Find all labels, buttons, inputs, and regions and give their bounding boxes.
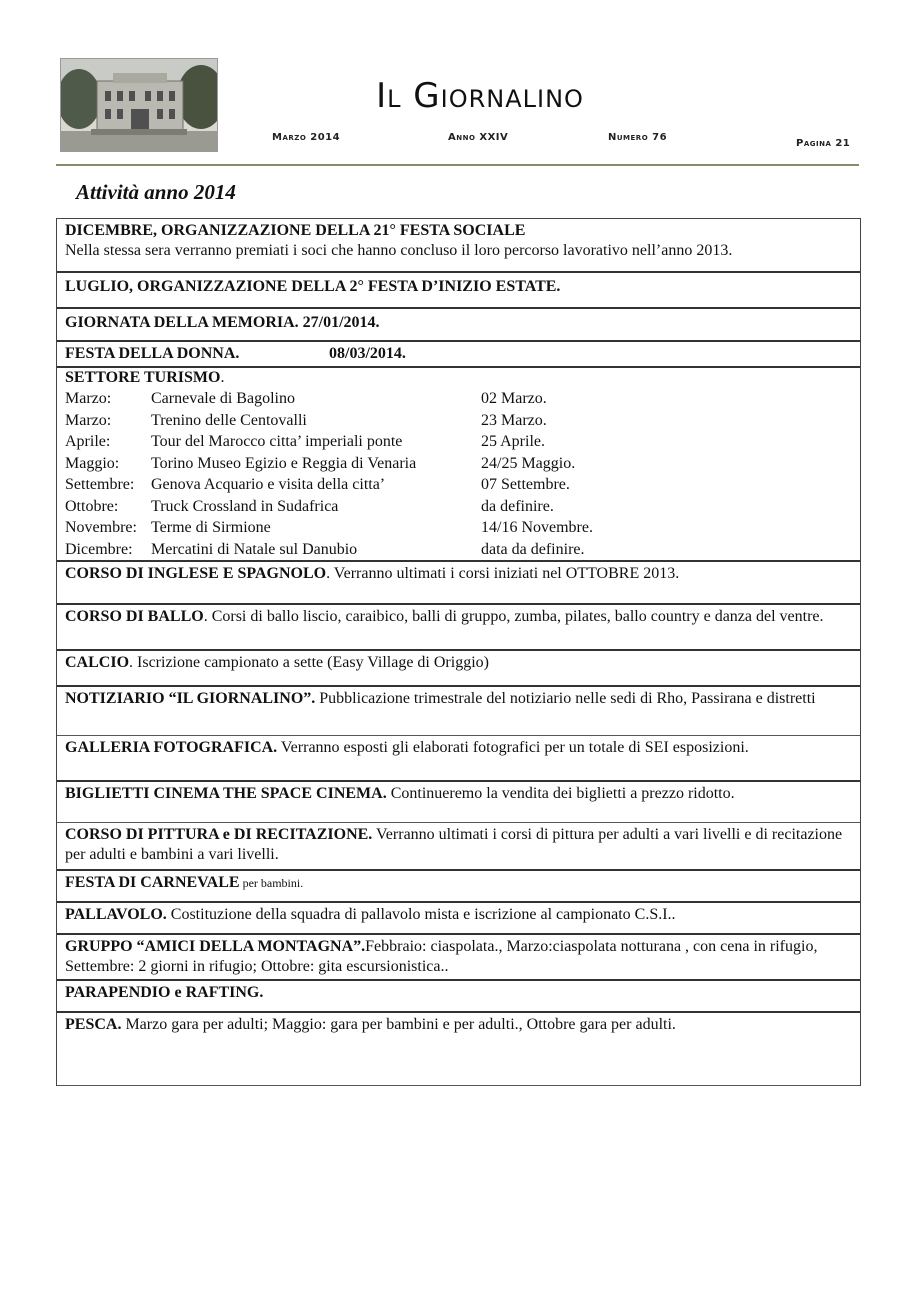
activity-row <box>57 871 860 903</box>
section-title: Attività anno 2014 <box>76 180 236 204</box>
activity-date: 08/03/2014. <box>329 345 406 362</box>
tourism-month: Marzo: <box>65 390 112 407</box>
activity-row <box>57 903 860 935</box>
building-photo-icon <box>61 59 217 151</box>
activity-description: Pubblicazione trimestrale del notiziario nelle sedi di Rho, Passirana e distretti <box>315 690 816 707</box>
tourism-date: 25 Aprile. <box>481 433 545 450</box>
activity-row <box>57 562 860 605</box>
activity-heading: CORSO DI BALLO <box>65 608 204 625</box>
tourism-date: 14/16 Novembre. <box>481 519 593 536</box>
activity-description: Verranno ultimati i corsi di pittura per adulti a vari livelli e di recitazione per adulti e bambini a vari livelli. <box>65 826 843 863</box>
tourism-destination: Mercatini di Natale sul Danubio <box>151 540 358 558</box>
activity-heading: CORSO DI PITTURA e DI RECITAZIONE. <box>65 826 373 843</box>
activity-heading: LUGLIO, ORGANIZZAZIONE DELLA 2° FESTA D’INIZIO ESTATE. <box>65 278 561 295</box>
activity-description: . Verranno ultimati i corsi iniziati nel OTTOBRE 2013. <box>326 565 680 582</box>
activity-heading: PALLAVOLO. <box>65 906 167 923</box>
tourism-date: 07 Settembre. <box>481 476 570 493</box>
tourism-date: da definire. <box>481 497 554 515</box>
tourism-destination: Carnevale di Bagolino <box>151 390 295 407</box>
activity-row <box>57 605 860 651</box>
tourism-item <box>65 453 852 475</box>
tourism-destination: Torino Museo Egizio e Reggia di Venaria <box>151 454 417 472</box>
page-number: Pagina 21 <box>796 138 851 149</box>
activity-row <box>57 219 860 273</box>
activity-row <box>57 736 860 782</box>
masthead-photo <box>60 58 218 152</box>
activity-heading: FESTA DELLA DONNA. <box>65 345 240 362</box>
activity-heading: CALCIO <box>65 654 130 671</box>
activity-heading: SETTORE TURISMO <box>65 369 221 386</box>
tourism-month: Marzo: <box>65 411 112 429</box>
activity-description: Marzo gara per adulti; Maggio: gara per bambini e per adulti., Ottobre gara per adulti. <box>121 1016 676 1033</box>
tourism-month: Aprile: <box>65 433 111 450</box>
activity-row <box>57 782 860 823</box>
tourism-month: Settembre: <box>65 476 135 493</box>
tourism-month: Novembre: <box>65 519 137 536</box>
activity-heading: PESCA. <box>65 1016 122 1033</box>
tourism-list <box>65 388 852 560</box>
activity-heading: GALLERIA FOTOGRAFICA. <box>65 739 278 756</box>
tourism-destination: Trenino delle Centovalli <box>151 411 307 429</box>
tourism-destination: Terme di Sirmione <box>151 519 271 536</box>
tourism-month: Ottobre: <box>65 497 119 515</box>
tourism-item <box>65 517 852 539</box>
tourism-item <box>65 474 852 496</box>
activity-row <box>57 1013 860 1086</box>
activity-row <box>57 309 860 342</box>
tourism-date: 24/25 Maggio. <box>481 454 576 472</box>
activity-description: Nella stessa sera verranno premiati i soci che hanno concluso il loro percorso lavorativo nell’anno 2013. <box>65 242 733 259</box>
activity-description: . Iscrizione campionato a sette (Easy Village di Origgio) <box>129 654 489 671</box>
tourism-destination: Genova Acquario e visita della citta’ <box>151 476 386 493</box>
activity-heading-suffix: . <box>220 369 225 386</box>
tourism-item <box>65 388 852 410</box>
issue-date: Marzo 2014 <box>272 132 341 143</box>
tourism-destination: Tour del Marocco citta’ imperiali ponte <box>151 433 403 450</box>
tourism-item <box>65 431 852 453</box>
tourism-item <box>65 410 852 432</box>
activity-description: Febbraio: ciaspolata., Marzo:ciaspolata notturana , con cena in rifugio, Settembre: 2 giorni in rifugio; Ottobre: gita escursionistica.. <box>65 938 818 975</box>
activity-row <box>57 823 860 871</box>
issue-year: Anno XXIV <box>448 132 509 143</box>
activity-description: Costituzione della squadra di pallavolo mista e iscrizione al campionato C.S.I.. <box>166 906 676 923</box>
tourism-item <box>65 539 852 561</box>
header-divider <box>56 164 859 166</box>
activity-heading: BIGLIETTI CINEMA THE SPACE CINEMA. <box>65 785 387 802</box>
issue-number: Numero 76 <box>608 132 668 143</box>
newspaper-title: Il Giornalino <box>376 76 584 116</box>
tourism-month: Maggio: <box>65 454 120 472</box>
tourism-date: 23 Marzo. <box>481 411 547 429</box>
activity-row <box>57 935 860 981</box>
tourism-item <box>65 496 852 518</box>
tourism-month: Dicembre: <box>65 540 133 558</box>
activity-heading: GIORNATA DELLA MEMORIA. 27/01/2014. <box>65 314 380 331</box>
activity-description: Verranno esposti gli elaborati fotografici per un totale di SEI esposizioni. <box>277 739 749 756</box>
activity-heading: DICEMBRE, ORGANIZZAZIONE DELLA 21° FESTA SOCIALE <box>65 222 526 239</box>
tourism-date: 02 Marzo. <box>481 390 547 407</box>
activity-heading: CORSO DI INGLESE E SPAGNOLO <box>65 565 327 582</box>
activity-heading: FESTA DI CARNEVALE <box>65 874 240 891</box>
activity-row <box>57 687 860 736</box>
activity-row-tourism <box>57 368 860 562</box>
tourism-destination: Truck Crossland in Sudafrica <box>151 497 339 515</box>
activity-heading: PARAPENDIO e RAFTING. <box>65 984 264 1001</box>
activity-row <box>57 342 860 368</box>
activity-heading: GRUPPO “AMICI DELLA MONTAGNA”. <box>65 938 366 955</box>
activity-row <box>57 273 860 309</box>
activities-table <box>56 218 861 1086</box>
activity-description: per bambini. <box>239 876 304 890</box>
activity-row <box>57 651 860 687</box>
tourism-date: data da definire. <box>481 540 585 558</box>
activity-row <box>57 981 860 1013</box>
activity-description: Continueremo la vendita dei biglietti a prezzo ridotto. <box>386 785 735 802</box>
activity-heading: NOTIZIARIO “IL GIORNALINO”. <box>65 690 316 707</box>
activity-description: . Corsi di ballo liscio, caraibico, balli di gruppo, zumba, pilates, ballo country e danza del ventre. <box>203 608 824 625</box>
